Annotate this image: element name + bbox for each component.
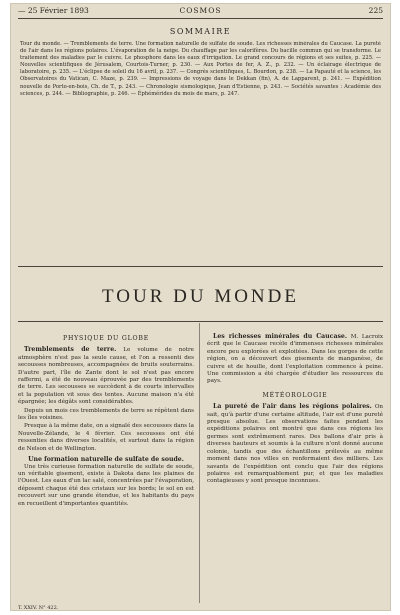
journal-name: COSMOS: [179, 6, 222, 15]
article-text-tremblements-2: Depuis un mois ces tremblements de terre se répètent dans les îles voisines.: [18, 407, 194, 422]
article-text-tremblements: Le volume de notre atmosphère n'est pas la seule cause, et l'on a ressenti des secousses nombreuses, accompagnées de bruits souterrains. D'autre part, l'île de Zante dont le sol n'est pas encore raffermi, a été de nouveau éprouvée par des tremblements de terre. Les secousses se succèdent à de courts intervalles et la population vit sous des tentes. Aucune maison n'a été épargnée; les dégâts sont considérables.: [18, 347, 194, 406]
header-rule: [18, 18, 383, 19]
column-separator: [199, 323, 200, 603]
issue-date: — 25 Février 1893: [18, 6, 89, 15]
section-heading-physique: PHYSIQUE DU GLOBE: [62, 335, 150, 342]
article-text-purete: On sait, qu'à partir d'une certaine altitude, l'air est d'une pureté presque absolue. Les observations faites pendant les expéditions polaires ont montré que dans ces régions les germes sont extrêmement rares. Des ballons d'air pris à diverses hauteurs et soumis à la culture n'ont donné aucune colonie, tandis que des échantillons prélevés au même moment dans nos villes en renfermaient des milliers. Les savants de l'expédition ont conclu que l'air des régions polaires est remarquablement pur, et que les maladies contagieuses y sont presque inconnues.: [207, 404, 383, 485]
journal-page: [10, 3, 391, 611]
article-heading-purete: La pureté de l'air dans les régions polaires.: [213, 403, 372, 411]
left-column: [18, 333, 194, 598]
article-heading-sulfate: Une formation naturelle de sulfate de soude.: [28, 456, 184, 464]
article-text-caucase: M. Lacroix écrit que le Caucase recèle d'immenses richesses minérales encore peu explorées et exploitées. Dans les gorges de cette région, on a découvert des gisements de manganèse, de cuivre et de houille, dont l'exploitation commence à peine. Une commission a été chargée d'étudier les ressources du pays.: [207, 334, 383, 385]
right-column: [207, 333, 383, 598]
article-text-tremblements-3: Presque à la même date, on a signalé des secousses dans la Nouvelle-Zélande, le 4 février. Ces secousses ont été ressenties dans diverses localités, et surtout dans la région de Nelson et de Wellington.: [18, 423, 194, 452]
title-rule: [18, 321, 383, 322]
section-heading-meteorologie: MÉTÉOROLOGIE: [262, 391, 328, 399]
article-heading-caucase: Les richesses minérales du Caucase.: [213, 333, 348, 340]
summary-rule: [18, 266, 383, 267]
summary-text: Tour du monde. — Tremblements de terre. Une formation naturelle de sulfate de soude. Les richesses minérales du Caucase. La pureté de l'air dans les régions polaires. L'évaporation de la neige. Du chauffage par les calorifères. Du bacille commun qui se transforme. Le traitement des maladies par le cuivre. Le phosphore dans les eaux d'irrigation. Le grand concours de régions et ses suites, p. 225. — Nouvelles scientifiques de Jérusalem, Courtois-Turner, p. 230. — Aux Portes de fer, A. Z., p. 232. — Un éclairage électrique de laboratoire, p. 235. — L'éclipse de soleil du 16 avril, p. 237. — Congrès scientifiques, L. Bourdon, p. 238. — La Papauté et la science, les Observatoires du Vatican, C. Maze, p. 239. — Impressions de voyage dans le Dekkan (fin), A. de Lapparent, p. 241. — Expédition nouvelle de Porto-en-bois, Ch. de T., p. 243. — Chronologie sismologique, Jean d'Estienne, p. 243. — Sociétés savantes : Académie des sciences, p. 244. — Bibliographie, p. 246. — Éphémérides du mois de mars, p. 247.: [20, 41, 381, 97]
article-text-sulfate: Une très curieuse formation naturelle de sulfate de soude, un véritable gisement, existe à Dakota dans les plaines de l'Ouest. Les eaux d'un lac salé, concentrées par l'évaporation, déposent chaque été des cristaux sur les bords; le sol en est recouvert sur une grande étendue, et les habitants du pays en recueillent d'importantes quantités.: [18, 463, 194, 507]
running-head: [18, 6, 383, 18]
volume-footer: T. XXIV. N° 422.: [18, 605, 59, 611]
article-heading-tremblements: Tremblements de terre.: [24, 346, 117, 354]
section-title: TOUR DU MONDE: [102, 286, 299, 307]
page-number: 225: [368, 6, 383, 15]
summary-title: SOMMAIRE: [169, 27, 232, 36]
